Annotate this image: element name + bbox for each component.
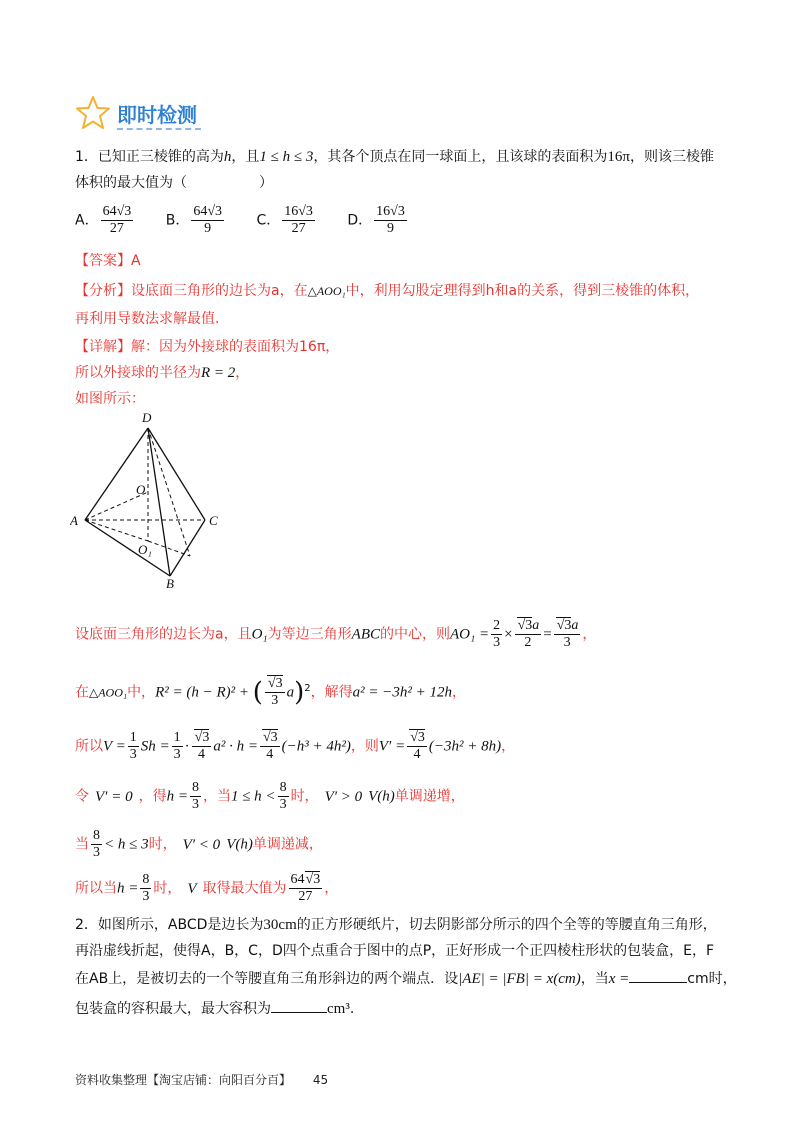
footer-text: 资料收集整理【淘宝店铺：向阳百分百】 — [75, 1073, 292, 1087]
detail-line1: 【详解】解：因为外接球的表面积为16π， — [75, 339, 340, 355]
detail-line2: 所以外接球的半径为R = 2， — [75, 365, 250, 381]
label-O: O — [136, 482, 146, 497]
label-C: C — [209, 513, 218, 528]
option-d[interactable]: D． $\frac{16√3}{9}$ — [347, 204, 405, 236]
detail-line3: 如图所示： — [75, 391, 145, 407]
answer-blank-x[interactable] — [629, 982, 687, 983]
step4: 令 V′ = 0 ，得h = $\frac{8}{3}$ ，当1 ≤ h < $\frac{8}{3}$ 时， V′ > 0 V(h)单调递增， — [75, 780, 465, 812]
q1-options — [75, 204, 435, 237]
step3: 所以V = $\frac{1}{3}$ Sh = $\frac{1}{3}$ · $\frac{√3}{4}$ a² · h = $\frac{√3}{4}$ (−h³ + 4h²)，则V′ = $\frac{√3}{4}$ (−3h² + 8h)， — [75, 730, 516, 762]
step6: 所以当h = $\frac{8}{3}$ 时， V 取得最大值为 $\frac{64√3}{27}$ ， — [75, 872, 339, 904]
page-footer — [75, 1071, 328, 1088]
step5: 当 $\frac{8}{3}$ < h ≤ 3时， V′ < 0 V(h)单调递减， — [75, 828, 323, 860]
analysis-line2: 再利用导数法求解最值. — [75, 311, 220, 327]
answer-line: 【答案】A — [75, 253, 141, 269]
q2-line2: 再沿虚线折起，使得A，B，C，D四个点重合于图中的点P，正好形成一个正四棱柱形状的包装盒，E，F — [75, 943, 715, 959]
label-B: B — [166, 576, 174, 588]
label-D: D — [142, 410, 152, 425]
label-O1: O₁ — [138, 542, 152, 557]
q1-stem-line1: 1．已知正三棱锥的高为h，且1 ≤ h ≤ 3，其各个顶点在同一球面上，且该球的表面积为16π，则该三棱锥 — [75, 149, 714, 165]
option-c[interactable]: C． $\frac{16√3}{27}$ — [256, 204, 313, 236]
pyramid-figure — [70, 408, 240, 588]
q2-line3: 在AB上，是被切去的一个等腰直角三角形斜边的两个端点．设|AE| = |FB| = x(cm)，当x = cm时， — [75, 971, 737, 987]
sphere-area: 16π — [607, 149, 630, 165]
section-title: 即时检测 — [117, 103, 197, 127]
step2: 在△AOO₁中，R² = (h − R)² + ( $\frac{√3}{3}$ a)$^2$，解得a² = −3h² + 12h， — [75, 676, 466, 708]
q1-stem-line2: 体积的最大值为（ ） — [75, 175, 273, 191]
option-b[interactable]: B． $\frac{64√3}{9}$ — [165, 204, 223, 236]
q2-line4: 包装盒的容积最大，最大容积为 cm³. — [75, 1001, 355, 1017]
height-condition: 1 ≤ h ≤ 3 — [259, 149, 314, 165]
label-A: A — [70, 513, 78, 528]
star-icon — [75, 95, 111, 131]
q2-line1: 2．如图所示，ABCD是边长为30cm的正方形硬纸片，切去阴影部分所示的四个全等的等腰直角三角形， — [75, 917, 717, 933]
section-header — [75, 95, 205, 135]
answer-blank-volume[interactable] — [271, 1012, 327, 1013]
var-h: h — [223, 149, 232, 165]
page-number: 45 — [312, 1073, 329, 1087]
step1: 设底面三角形的边长为a，且O₁为等边三角形ABC的中心，则AO₁ = $\frac{2}{3}$ × $\frac{√3a}{2}$ = $\frac{√3a}{3}$ ， — [75, 618, 597, 650]
analysis-line1: 【分析】设底面三角形的边长为a，在△AOO₁中，利用勾股定理得到h和a的关系，得到三棱锥的体积， — [75, 283, 700, 299]
option-a[interactable]: A． $\frac{64√3}{27}$ — [75, 204, 132, 236]
title-underline — [117, 128, 201, 130]
